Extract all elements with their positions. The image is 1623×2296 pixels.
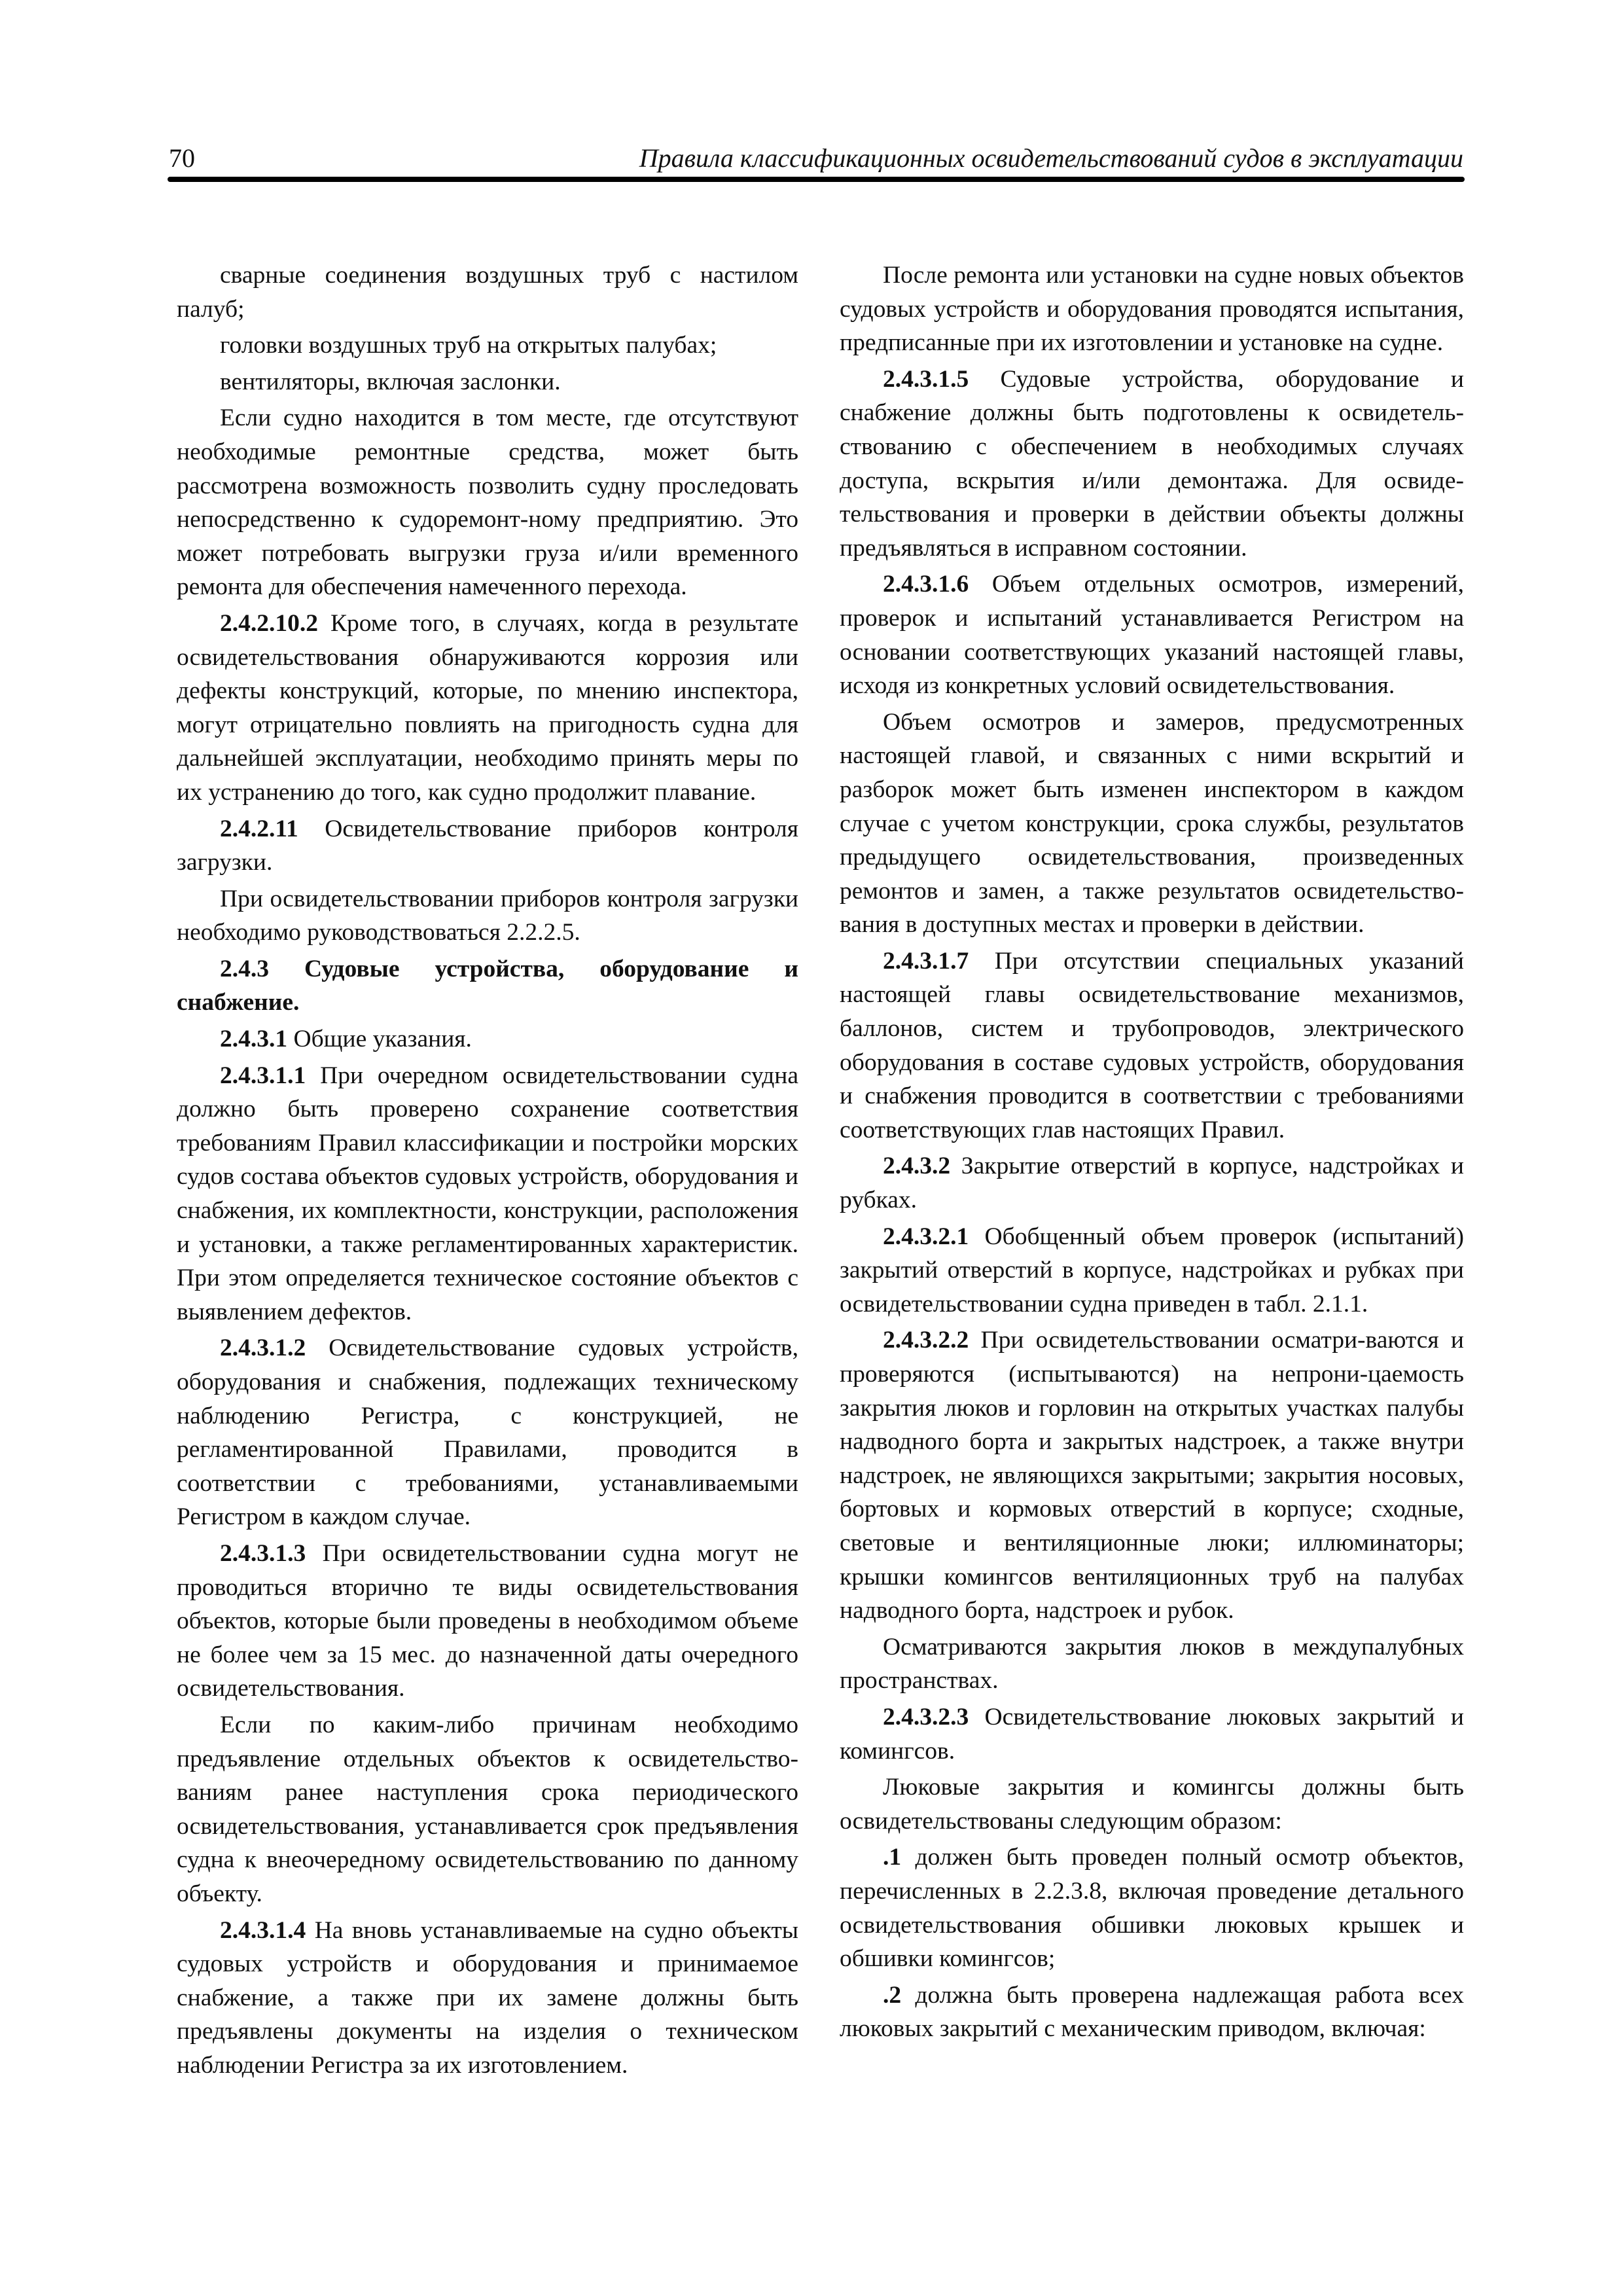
paragraph bbox=[840, 1149, 1464, 1217]
paragraph-text: При очередном освидетельствовании судна должно быть проверено сохранение соответствия требованиям Правил классификации и постройки морских судов состава объектов судовых устройств, оборудования и снабжения, их комплектности, конструкции, расположения и установки, а также регламентированных характеристик. При этом определяется техническое состояние объектов с выявлением дефектов. bbox=[177, 1062, 798, 1325]
paragraph-text: должен быть проведен полный осмотр объектов, перечисленных в 2.2.3.8, включая проведение детального освидетельствования обшивки люковых крышек и обшивки комингсов; bbox=[840, 1844, 1464, 1973]
paragraph bbox=[840, 706, 1464, 942]
running-title: Правила классификационных освидетельствований судов в эксплуатации bbox=[639, 143, 1463, 173]
paragraph bbox=[177, 401, 798, 604]
paragraph bbox=[177, 1059, 798, 1329]
paragraph-number: 2.4.3.1.3 bbox=[220, 1539, 306, 1567]
paragraph-text: должна быть проверена надлежащая работа всех люковых закрытий с механическим приводом, включая: bbox=[840, 1981, 1464, 2043]
paragraph-number: 2.4.3.1 bbox=[220, 1026, 288, 1053]
paragraph bbox=[177, 812, 798, 880]
paragraph-text: При освидетельствовании судна могут не проводиться вторично те виды освидетельствования объектов, которые были проведены в необходимом объеме не более чем за 15 мес. до назначенной даты очередного освидетельствования. bbox=[177, 1539, 798, 1702]
paragraph-text: При отсутствии специальных указаний настоящей главы освидетельствование механизмов, баллонов, систем и трубопроводов, электрического оборудования в составе судовых устройств, оборудования и снабжения проводится в соответствии с требованиями соответствующих глав настоящих Правил. bbox=[840, 947, 1464, 1143]
paragraph-number: 2.4.3.1.1 bbox=[220, 1062, 306, 1089]
paragraph-number: 2.4.3.2.2 bbox=[883, 1327, 969, 1354]
paragraph bbox=[840, 1220, 1464, 1321]
paragraph bbox=[177, 607, 798, 810]
paragraph-number: 2.4.3.1.4 bbox=[220, 1916, 306, 1944]
paragraph-text: Объем отдельных осмотров, измерений, проверок и испытаний устанавливается Регистром на основании соответствующих указаний настоящей главы, исходя из конкретных условий освидетельствования. bbox=[840, 571, 1464, 700]
paragraph-number: 2.4.2.10.2 bbox=[220, 609, 318, 637]
paragraph-text: Кроме того, в случаях, когда в результате освидетельствования обнаруживаются коррозия или дефекты конструкций, которые, по мнению инспектора, могут отрицательно повлиять на пригодность судна для дальнейшей эксплуатации, необходимо принять меры по их устранению до того, как судно продолжит плавание. bbox=[177, 609, 798, 806]
paragraph bbox=[177, 259, 798, 326]
paragraph bbox=[840, 1323, 1464, 1627]
paragraph-text: Освидетельствование приборов контроля загрузки. bbox=[177, 815, 798, 876]
paragraph bbox=[177, 329, 798, 363]
paragraph-text: На вновь устанавливаемые на судно объекты судовых устройств и оборудования и принимаемое снабжение, а также при их замене должны быть предъявлены документы на изделия о техническом наблюдении Регистра за их изготовлением. bbox=[177, 1916, 798, 2079]
paragraph-number: 2.4.3.2.1 bbox=[883, 1223, 969, 1250]
paragraph-number: 2.4.3.1.5 bbox=[883, 365, 969, 393]
paragraph-text: вентиляторы, включая заслонки. bbox=[220, 368, 561, 395]
paragraph bbox=[177, 1537, 798, 1706]
paragraph bbox=[177, 1331, 798, 1534]
paragraph bbox=[177, 1022, 798, 1056]
paragraph-text: головки воздушных труб на открытых палубах; bbox=[220, 332, 717, 359]
paragraph bbox=[177, 1708, 798, 1911]
paragraph-text: Если судно находится в том месте, где отсутствуют необходимые ремонтные средства, может быть рассмотрена возможность позволить судну проследовать непосредственно к судоремонт-ному предприятию. Это может потребовать выгрузки груза и/или временного ремонта для обеспечения намеченного перехода. bbox=[177, 404, 798, 601]
paragraph bbox=[177, 1914, 798, 2083]
paragraph bbox=[840, 1979, 1464, 2046]
paragraph bbox=[840, 259, 1464, 360]
paragraph-number: 2.4.3.1.2 bbox=[220, 1335, 306, 1362]
paragraph bbox=[840, 363, 1464, 565]
paragraph-text: После ремонта или установки на судне новых объектов судовых устройств и оборудования проводятся испытания, предписанные при их изготовлении и установке на судне. bbox=[840, 262, 1464, 357]
paragraph-text: Общие указания. bbox=[287, 1026, 472, 1053]
paragraph-text: Судовые устройства, оборудование и снабжение должны быть подготовлены к освидетельствованию с обеспечением в необходимых случаях доступа, вскрытия и/или демонтажа. Для освидетельствования и проверки в действии объекты должны предъявляться в исправном состоянии. bbox=[840, 365, 1464, 562]
paragraph-number: 2.4.3.2.3 bbox=[883, 1703, 969, 1731]
paragraph-number: 2.4.3.1.6 bbox=[883, 571, 969, 598]
paragraph-number: 2.4.3 Судовые устройства, оборудование и снабжение. bbox=[177, 955, 798, 1016]
paragraph-text: Люковые закрытия и комингсы должны быть освидетельствованы следующим образом: bbox=[840, 1774, 1464, 1835]
paragraph bbox=[840, 567, 1464, 702]
left-column bbox=[177, 259, 798, 2085]
paragraph bbox=[177, 952, 798, 1020]
paragraph-text: При освидетельствовании приборов контроля загрузки необходимо руководствоваться 2.2.2.5. bbox=[177, 885, 798, 946]
paragraph-text: Освидетельствование люковых закрытий и комингсов. bbox=[840, 1703, 1464, 1765]
paragraph bbox=[840, 1840, 1464, 1975]
paragraph-text: Освидетельствование судовых устройств, оборудования и снабжения, подлежащих техническому наблюдению Регистра, с конструкцией, не регламентированной Правилами, проводится в соответствии с требованиями, устанавливаемыми Регистром в каждом случае. bbox=[177, 1335, 798, 1531]
paragraph-text: Закрытие отверстий в корпусе, надстройках и рубках. bbox=[840, 1153, 1464, 1214]
header-rule bbox=[168, 177, 1465, 182]
paragraph bbox=[840, 944, 1464, 1147]
paragraph bbox=[177, 365, 798, 399]
paragraph bbox=[840, 1630, 1464, 1698]
paragraph-text: При освидетельствовании осматри-ваются и проверяются (испытываются) на непрони-цаемость закрытия люков и горловин на открытых участках палубы надводного борта и закрытых надстроек, а также внутри надстроек, не являющихся закрытыми; закрытия носовых, бортовых и кормовых отверстий в корпусе; сходные, световые и вентиляционные люки; иллюминаторы; крышки комингсов вентиляционных труб на палубах надводного борта, надстроек и рубок. bbox=[840, 1327, 1464, 1624]
paragraph bbox=[840, 1770, 1464, 1838]
paragraph-number: 2.4.3.1.7 bbox=[883, 947, 969, 975]
paragraph-text: Объем осмотров и замеров, предусмотренных настоящей главой, и связанных с ними вскрытий и разборок может быть изменен инспектором в каждом случае с учетом конструкции, срока службы, результатов предыдущего освидетельствования, произведенных ремонтов и замен, а также результатов освидетельствования в доступных местах и проверки в действии. bbox=[840, 708, 1464, 939]
paragraph-text: Если по каким-либо причинам необходимо предъявление отдельных объектов к освидетельствованиям ранее наступления срока периодического освидетельствования, устанавливается срок предъявления судна к внеочередному освидетельствованию по данному объекту. bbox=[177, 1711, 798, 1907]
paragraph-number: .1 bbox=[883, 1844, 902, 1871]
paragraph-text: Осматриваются закрытия люков в междупалубных пространствах. bbox=[840, 1633, 1464, 1695]
page-number: 70 bbox=[169, 143, 195, 173]
paragraph bbox=[177, 882, 798, 950]
paragraph bbox=[840, 1700, 1464, 1768]
paragraph-number: 2.4.3.2 bbox=[883, 1153, 951, 1180]
paragraph-number: 2.4.2.11 bbox=[220, 815, 298, 842]
paragraph-text: сварные соединения воздушных труб с настилом палуб; bbox=[177, 262, 798, 323]
running-header bbox=[169, 139, 1463, 178]
paragraph-number: .2 bbox=[883, 1981, 902, 2009]
paragraph-text: Обобщенный объем проверок (испытаний) закрытий отверстий в корпусе, надстройках и рубках при освидетельствовании судна приведен в табл. 2.1.1. bbox=[840, 1223, 1464, 1318]
right-column bbox=[840, 259, 1464, 2049]
